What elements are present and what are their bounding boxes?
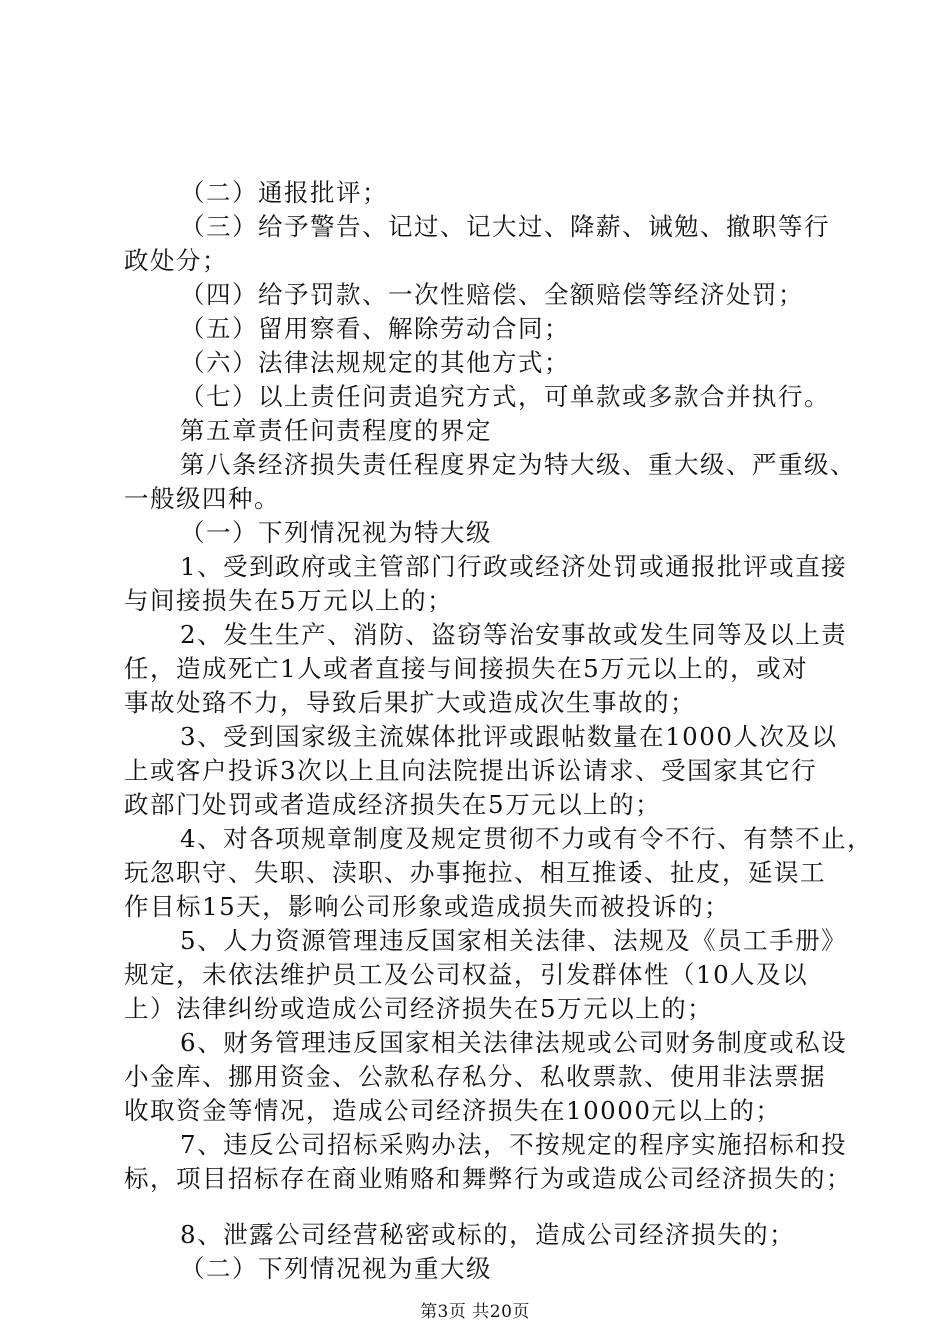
text-line: （三）给予警告、记过、记大过、降薪、诫勉、撤职等行 (180, 212, 830, 241)
text-line: 玩忽职守、失职、渎职、办事拖拉、相互推诿、扯皮，延误工 (124, 858, 826, 887)
text-line: 第八条经济损失责任程度界定为特大级、重大级、严重级、 (180, 450, 856, 479)
text-line: （四）给予罚款、一次性赔偿、全额赔偿等经济处罚； (180, 280, 804, 309)
text-line: 1、受到政府或主管部门行政或经济处罚或通报批评或直接 (180, 552, 848, 581)
text-line: （二）通报批评； (180, 178, 388, 207)
text-line: 收取资金等情况，造成公司经济损失在10000元以上的； (124, 1096, 782, 1125)
text-line: 6、财务管理违反国家相关法律法规或公司财务制度或私设 (180, 1028, 848, 1057)
text-line: （五）留用察看、解除劳动合同； (180, 314, 570, 343)
text-line: （六）法律法规规定的其他方式； (180, 348, 570, 377)
text-line: （七）以上责任问责追究方式，可单款或多款合并执行。 (180, 382, 830, 411)
text-line: 5、人力资源管理违反国家相关法律、法规及《员工手册》 (180, 926, 848, 955)
text-line: 政部门处罚或者造成经济损失在5万元以上的； (124, 790, 662, 819)
text-line: （二）下列情况视为重大级 (180, 1254, 492, 1283)
text-line: 小金库、挪用资金、公款私存私分、私收票款、使用非法票据 (124, 1062, 826, 1091)
page-number: 第3页 共20页 (420, 1302, 530, 1322)
text-line: 任，造成死亡1人或者直接与间接损失在5万元以上的，或对 (124, 654, 809, 683)
text-line: 3、受到国家级主流媒体批评或跟帖数量在1000人次及以 (180, 722, 838, 751)
text-line: 上）法律纠纷或造成公司经济损失在5万元以上的； (124, 994, 714, 1023)
text-line: 作目标15天，影响公司形象或造成损失而被投诉的； (124, 892, 731, 921)
text-line: （一）下列情况视为特大级 (180, 518, 492, 547)
text-line: 2、发生生产、消防、盗窃等治安事故或发生同等及以上责 (180, 620, 848, 649)
text-line: 8、泄露公司经营秘密或标的，造成公司经济损失的； (180, 1220, 796, 1249)
text-line: 规定，未依法维护员工及公司权益，引发群体性（10人及以 (124, 960, 809, 989)
section-heading: 第五章责任问责程度的界定 (180, 416, 492, 445)
text-line: 上或客户投诉3次以上且向法院提出诉讼请求、受国家其它行 (124, 756, 818, 785)
text-line: 事故处臵不力，导致后果扩大或造成次生事故的； (124, 688, 696, 717)
text-line: 4、对各项规章制度及规定贯彻不力或有令不行、有禁不止， (180, 824, 874, 853)
text-line: 一般级四种。 (124, 484, 280, 513)
text-line: 7、违反公司招标采购办法，不按规定的程序实施招标和投 (180, 1130, 848, 1159)
text-line: 标，项目招标存在商业贿赂和舞弊行为或造成公司经济损失的； (124, 1164, 852, 1193)
text-line: 政处分； (124, 246, 228, 275)
text-line: 与间接损失在5万元以上的； (124, 586, 454, 615)
